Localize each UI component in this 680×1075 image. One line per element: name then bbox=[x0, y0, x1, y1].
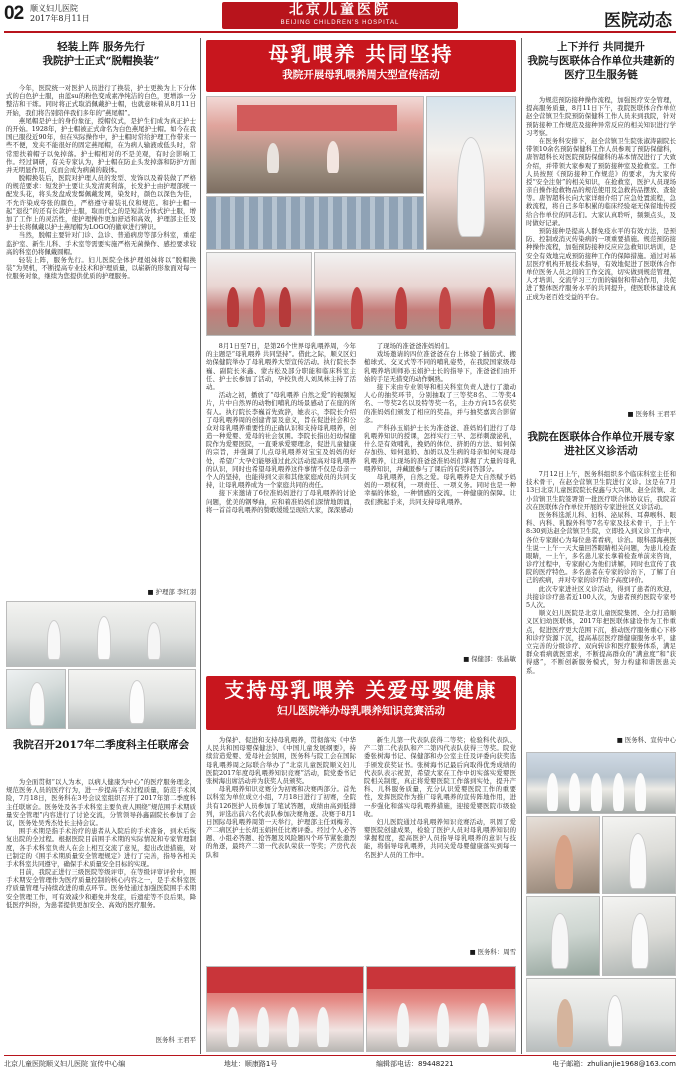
masthead-cn: 北京儿童医院 bbox=[289, 2, 391, 18]
breastfeeding-paragraph: 戏场邀请的四位准爸爸在台上体验了插筋式、搬槌球式、交叉式等不同的哺乳姿势，在我院国家级母乳喂养培训师孙玉娟护士长的指导下，准爸爸们由开始的手足无措变的动作娴熟。 bbox=[364, 350, 516, 383]
nurse-title: 我院护士正式“脱帽换装” bbox=[42, 55, 160, 68]
breastfeeding-paragraph: 接下来邀请了6位准妈妈进行了母乳喂养的讨论问题，优美的钢琴曲，应和着准妈妈们深情地朗诵，将一首首母乳喂养的赞歌缓缓呈现给大家，深深感动 bbox=[206, 489, 356, 514]
breastfeeding-paragraph: 产科孙玉娟护士长为准爸爸、准妈妈们进行了母乳喂养知识的授课，怎样实行三早、怎样刺激泌乳，什么是有效哺乳，挽奶的体位、挤奶的方法、如何保存加热、如何退奶、加奶以及生病的母亲如何实现母乳喂养，让现场的准爸爸准妈妈们掌握了大量的母乳喂养知识，并藏匿参与了课后的有奖问答部分。 bbox=[364, 423, 516, 473]
photo-readers bbox=[206, 252, 312, 336]
nurse-paragraph: 燕尾帽是护士的身份象征，授帽仪式，是护生们成为真正护士的开始。1928年，护士帽被正式命名为白色燕尾护士帽。如今在我国已服役近90年，但在实际操作中，护士帽时常给护理工作带来一些不便，发夹不能很好的固定燕尾帽，在为病人输液或低头时，常常需扶着帽子以免掉落。护士帽相对的不是美观，有时会影响工作。经过调研，有关专家认为，护士帽在防止头发掉落和防护方面并无明显作用，反而会成为病菌的载体。 bbox=[6, 116, 196, 174]
breastfeeding-col2 bbox=[364, 342, 516, 652]
column-divider-left bbox=[200, 38, 201, 1054]
photo-nurse-bed bbox=[68, 669, 196, 729]
article-medical-union bbox=[526, 40, 676, 83]
photo-clinic-group bbox=[526, 752, 676, 814]
clinic-body bbox=[526, 470, 676, 732]
photo-performers bbox=[314, 252, 516, 336]
header-rule bbox=[4, 31, 676, 33]
edition-name: 顺义妇儿医院 bbox=[30, 4, 78, 13]
breastfeeding-banner-title: 母乳喂养 共同坚持 bbox=[268, 42, 454, 66]
clinic-paragraph: 此次专家进社区义诊活动，得到了患者的欢迎，共接诊诊疗患者近100人次，为患者预约医院专家号5人次。 bbox=[526, 584, 676, 609]
footer bbox=[4, 1059, 676, 1069]
union-paragraph: 在医务科安排下，赵全营镇卫生院张淑涛副院长带领10余名预防保健科工作人员参观了预防保健科，唐智超科长对医院预防保健科的基本情况进行了大致介绍，并带领大家参观了预防接种室及抢救室。工作人员按照《预防接种工作规范》的要求，为大家传授“安全注射”的相关知识，在抢救室，医护人员现场亲自操作抢救物品的规范使用及急救药品摆放、查验等。唐智超科长向大家详细介绍了应急处置流程，急救流程，将自己多年积累的临床经验毫无保留地传授给合作单位的同志们。大家认真聆听，频频点头，及时做好记录。 bbox=[526, 136, 676, 227]
contest-banner-subtitle: 妇儿医院举办母乳喂养知识竞赛活动 bbox=[277, 705, 445, 717]
footer-phone: 编辑部电话：89448221 bbox=[375, 1060, 454, 1068]
union-body bbox=[526, 96, 676, 410]
photo-clinic-exam bbox=[602, 816, 676, 894]
breastfeeding-paragraph: 了现场的准爸爸准妈妈们。 bbox=[376, 342, 454, 350]
contest-paragraph: 为保护、促进和支持母乳喂养，贯彻落实《中华人民共和国母婴保健法》、《中国儿童发展纲要》，持续营造爱婴、爱母社会氛围，医务科与院工会在国际母乳喂养周之际联合举办了“北京儿童医院顺义妇儿医院2017年度母乳喂养知识竞赛”活动，院党委书记张树海出席活动并为获奖人员颁奖。 bbox=[206, 736, 356, 785]
article-nurse bbox=[6, 40, 196, 68]
meeting-paragraph: 为全面贯彻“以人为本，以病人健康为中心”的医疗服务理念，规范医务人员的医疗行为，进一步提高手术过程质量，防范手术风险，7月18日，医务科在3号会议室组织召开了2017年第二季度科主任联席会。医务处及各手术科室主要负责人围绕“规范围手术期质量安全管理”内容进行了讨论交流，分管领导孙鑫副院长参加了会议，医务处吴秀杰处长主持会议。 bbox=[6, 778, 196, 827]
union-byline-text: 医务科 王君平 bbox=[635, 410, 676, 418]
union-title: 我院与医联体合作单位共建新的医疗卫生服务链 bbox=[527, 55, 675, 82]
footer-email: 电子邮箱：zhulianjie1968@163.com bbox=[552, 1060, 676, 1068]
issue-date: 2017年8月11日 bbox=[30, 14, 90, 23]
meeting-body bbox=[6, 778, 196, 1034]
meeting-paragraph: 目前，我院正进行三级医院等级评审，在等级评审评价中，围手术期安全管理作为医疗质量控制的核心内容之一，是手术科室医疗质量管理与持续改进的重点环节。医务处通过加强医院围手术期安全管理工作，可有效减少和避免并发症，后遗症等不良后果，降低医疗纠纷，为患者提供更加安全、高效的医疗服务。 bbox=[6, 868, 196, 909]
contest-byline: ■ 医务科：周雪 bbox=[469, 948, 516, 956]
contest-paragraph: 妇儿医院通过母乳喂养知识竞赛活动，巩固了爱婴医院创建成果，检验了医护人员对母乳喂养知识的掌握程度，提高医护人员指导母乳喂养的意识与技能，将倡导母乳喂养，共同关爱母婴健康落实到每一名医护人员的工作中。 bbox=[364, 817, 516, 859]
photo-contest-group bbox=[206, 966, 364, 1052]
masthead-logo bbox=[222, 2, 458, 29]
photo-clinic-patients bbox=[526, 978, 676, 1052]
footer-address: 地址：顺康路1号 bbox=[223, 1060, 278, 1068]
meeting-byline: 医务科 王君平 bbox=[155, 1036, 196, 1044]
section-title: 医院动态 bbox=[604, 11, 672, 31]
breastfeeding-byline: ■ 保健部：张晶敏 bbox=[463, 655, 516, 663]
nurse-kicker: 轻装上阵 服务先行 bbox=[57, 41, 145, 53]
contest-paragraph: 新生儿第一代表队获得二等奖；检验科代表队、产二第二代表队和产二第四代表队获得三等奖。院党委张树海书记、保健部和办公室主任及评委向获奖选手颁发获奖证书。张树海书记最后向取得优秀成绩的代表队表示祝贺，希望大家在工作中切实落实爱婴医院相关制度，真正将爱婴医院工作落到实处，提升产科、儿科服务质量，充分认识爱婴医院工作的重要性，发挥医院作为推广母乳喂养的宣传阵地作用，进一步强化和落实母乳喂养措施，迎接爱婴医院市级验收。 bbox=[364, 736, 516, 818]
breastfeeding-paragraph: 活动之初，播放了“母乳喂养 自然之爱”的视频短片，片中自然界的动物们哺乳的场景感动了在座的所有人。执行院长李巍首先致辞，她表示，李院长介绍了母乳喂养周的创建背景及意义，旨在促进社会和公众对母乳喂养重要性的正确认识和支持母乳喂养，创造一种爱婴、爱母的社会氛围。李院长指出妇幼保健院作为爱婴医院，一直秉承爱婴理念，促进儿童健康的宗旨，并强调了儿点母乳喂养对宝宝及妈妈的好处，希望广大孕妇能够通过此次活动提高对母乳喂养的认识，同时也希望母乳喂养这件事情不仅是母亲一个人的坚持，也能得到父亲和其他家庭成员的共同支持，让母乳喂养成为一个家庭共同的责任。 bbox=[206, 391, 356, 490]
contest-banner-title: 支持母乳喂养 关爱母婴健康 bbox=[224, 678, 498, 702]
nurse-paragraph: 轻装上阵，服务先行。妇儿医院全体护理姐妹将以“脱帽换装”为契机，不断提高专业技术和护理质量，以崭新的形象面对每一位服务对象，继续为您提供优质的护理服务。 bbox=[6, 255, 196, 281]
photo-clinic-consult bbox=[526, 896, 600, 976]
breastfeeding-byline-text: 保健部：张晶敏 bbox=[471, 655, 516, 663]
clinic-paragraph: 医务科选派儿科、妇科、泌尿科、耳鼻喉科、眼科、内科、乳腺外科等7名专家及技术骨干，于上午8:30到达赵全营镇卫生院，立即投入到义诊工作中，各位专家耐心为每位患者看病，诊治。眼科邵海燕医生说一上午一天大量回答眼睛相关问题，为患儿检查眼睛，一上午，多名患儿家长拿着检查单前来咨询，诊疗过程中，专家耐心为他们讲解，同时也宣传了我院的医疗特色。多名患者在专家的诊治下，了解了自己的疾病，并对专家的诊疗给予高度评价。 bbox=[526, 510, 676, 585]
clinic-byline: ■ 医务科、宣传中心 bbox=[616, 736, 676, 744]
clinic-paragraph: 7月12日上午，医务科组织多个临床科室主任和技术骨干，在赵全营镇卫生院进行义诊。这是在7月13日北京儿童医院院长倪鑫与大兴镇、赵全营镇、北小营镇卫生院签署第一批医疗联合体协议后，我院首次在医联体合作单位开展的专家进社区义诊活动。 bbox=[526, 470, 676, 511]
nurse-paragraph: 当然，脱帽主要针对门诊、急诊、普通病房等部分科室，重症监护室、新生儿科、手术室等需要实施严格无菌操作、感控要求较高的科室仍将佩戴圆帽。 bbox=[6, 231, 196, 256]
column-divider-right bbox=[521, 38, 522, 1054]
photo-clinic-child bbox=[526, 816, 600, 894]
masthead-en: BEIJING CHILDREN'S HOSPITAL bbox=[280, 20, 400, 26]
contest-banner bbox=[206, 676, 516, 730]
breastfeeding-paragraph: 母乳喂养，自然之爱。母乳喂养是大自然赋予妈妈的一项权利，一项责任、一项义务。同时也是一种幸福的体验，一种情感的交流，一种健康的保障。让我们携起手来，共同支持母乳喂养。 bbox=[364, 473, 516, 506]
breastfeeding-banner-subtitle: 我院开展母乳喂养周大型宣传活动 bbox=[282, 69, 440, 81]
photo-clinic-doctor bbox=[602, 896, 676, 976]
nurse-paragraph: 今年，医院统一对医护人员进行了换装，护士更换为上下分体式的白色护士服，由蓝su的粉色变成素净纯洁的白色，更增添一分整洁和干练。同时将正式取消佩戴护士帽，也就意味着从8月11日开始，我们将告别陪伴我们多年的“燕尾帽”。 bbox=[6, 84, 196, 117]
photo-nurses-ward bbox=[6, 601, 196, 667]
contest-col1 bbox=[206, 736, 356, 962]
nurse-byline-text: 护理部 李红羽 bbox=[155, 588, 196, 596]
clinic-byline-text: 医务科、宣传中心 bbox=[624, 736, 676, 744]
union-byline: ■ 医务科 王君平 bbox=[627, 410, 676, 418]
meeting-paragraph: 围手术期是指手术治疗的患者从入院后的手术准备，到术后恢复出院的全过程。根据医院目前围手术期的实际情况和专家管理制度，各手术科室负责人在会上相互交流了意见，提出改进措施，对已制定的《围手术期质量安全管理规定》进行了完善，指导各相关手术科室共同遵守，确保手术质量安全目标的实现。 bbox=[6, 827, 196, 868]
footer-rule bbox=[4, 1055, 676, 1056]
nurse-paragraph: 脱帽换装后，医院对护理人员的发型、发饰以及着装做了严格的规范要求：短发护士要让头发清爽利落，长发护士由护理部统一配发头花，将头发盘成发髻佩戴发网，染发时，颜色以深色为佳，不允许染成夸张的颜色，严格遵守着装礼仪和规范。和护士帽一起“退役”的还有长款护士服，取而代之的是短款分体式护士服，增加了工作上的灵活性，使护理操作更加舒适和高效，护理部主任及护士长将佩戴以护士燕尾帽为LOGO的徽章进行辨识。 bbox=[6, 174, 196, 232]
issue-meta bbox=[30, 4, 90, 24]
meeting-title: 我院召开2017年二季度科主任联席会 bbox=[12, 739, 190, 751]
contest-col2 bbox=[364, 736, 516, 946]
union-paragraph: 为规范预防接种操作流程，加强医疗安全管理，提高服务质量，8月11日下午，我院医联体合作单位赵全营镇卫生院预防保健科工作人员来到我院，针对预防接种工作规范及接种异常反应的相关知识进行学习考察。 bbox=[526, 96, 676, 137]
photo-contest-stage bbox=[366, 966, 516, 1052]
clinic-paragraph: 顺义妇儿医院是北京儿童医院集团、全力打造顺义区妇幼医联体，2017年把医联体建设作为工作重点，促进医疗更大范围下沉，推动医疗服务重心下移和诊疗资源下沉，提高基层医疗群健康服务水平，建立完善的分级诊疗、双向转诊和医疗服务体系，满足群众看病就医需求，不断提高群众的“满意度”和“获得感”，不断创新服务模式，努力构建和谐医患关系。 bbox=[526, 609, 676, 675]
contest-paragraph: 母乳喂养知识竞赛分为初赛和决赛两部分。首先以科室为单位成立小组，7月18日进行了初赛，全院共有126医护人员参加了笔试答题，成绩由高到低排列，评选出前六名代表队参加决赛角逐。决赛于8月1日国际母乳喂养周第一天举行，护理部主任刘梅芳、产二病区护士长胡玉娟担任比赛评委。经过个人必答题、小组必答题、抢答题及风险题四个环节紧张激烈的角逐，最终产二第一代表队荣获一等奖；产房代表队和 bbox=[206, 785, 356, 859]
clinic-title: 我院在医联体合作单位开展专家进社区义诊活动 bbox=[527, 431, 675, 458]
union-kicker: 上下并行 共同提升 bbox=[557, 41, 645, 53]
footer-publisher: 北京儿童医院顺义妇儿医院 宣传中心编 bbox=[4, 1060, 126, 1068]
breastfeeding-col1 bbox=[206, 342, 356, 668]
union-paragraph: 预防接种是提高人群免疫水平的有效方法，是预防、控制或消灭传染病的一项重要措施。规范预防接种操作流程，加强预防接种反应应急救知识培训，是安全有效地完成预防接种工作的保障措施。通过对基层医疗机构开展技术指导，有效地促进了医联体合作单位医务人员之间的工作交流，切实做到规范管理，人才培训、交流学习三方面的辐射和带动作用，共促进了整体医疗服务水平的共同提升，使医联体建设真正成为老百姓受益的平台。 bbox=[526, 227, 676, 301]
photo-breastfeeding-audience bbox=[206, 196, 424, 250]
photo-breastfeeding-stage bbox=[206, 96, 424, 194]
nurse-byline: ■ 护理部 李红羽 bbox=[147, 588, 196, 596]
photo-nurse-med bbox=[6, 669, 66, 729]
breastfeeding-paragraph: 接下来由专业领导和相关科室负责人进行了激动人心的抽奖环节，分别抽取了三等奖8名、二等奖4名、一等奖2名以及特等奖一名，主办方向15名获奖的准妈妈们颁发了相应的奖品，并与抽奖嘉宾合影留念。 bbox=[364, 382, 516, 424]
breastfeeding-paragraph: 8月1日至7日，是第26个世界母乳喂养周，今年的主题是“母乳喂养 共同坚持”。借此之际，顺义区妇幼保健院举办了母乳喂养大型宣传活动。执行院长李巍、副院长米鑫、蒙古松及部分职能和临床科室主任、护士长参加了活动，孕校负责人刘凤林主持了活动。 bbox=[206, 342, 356, 391]
contest-byline-text: 医务科：周雪 bbox=[477, 948, 516, 956]
photo-speaker bbox=[426, 96, 516, 250]
breastfeeding-banner bbox=[206, 40, 516, 92]
page-number: 02 bbox=[4, 3, 24, 24]
nurse-body bbox=[6, 84, 196, 588]
